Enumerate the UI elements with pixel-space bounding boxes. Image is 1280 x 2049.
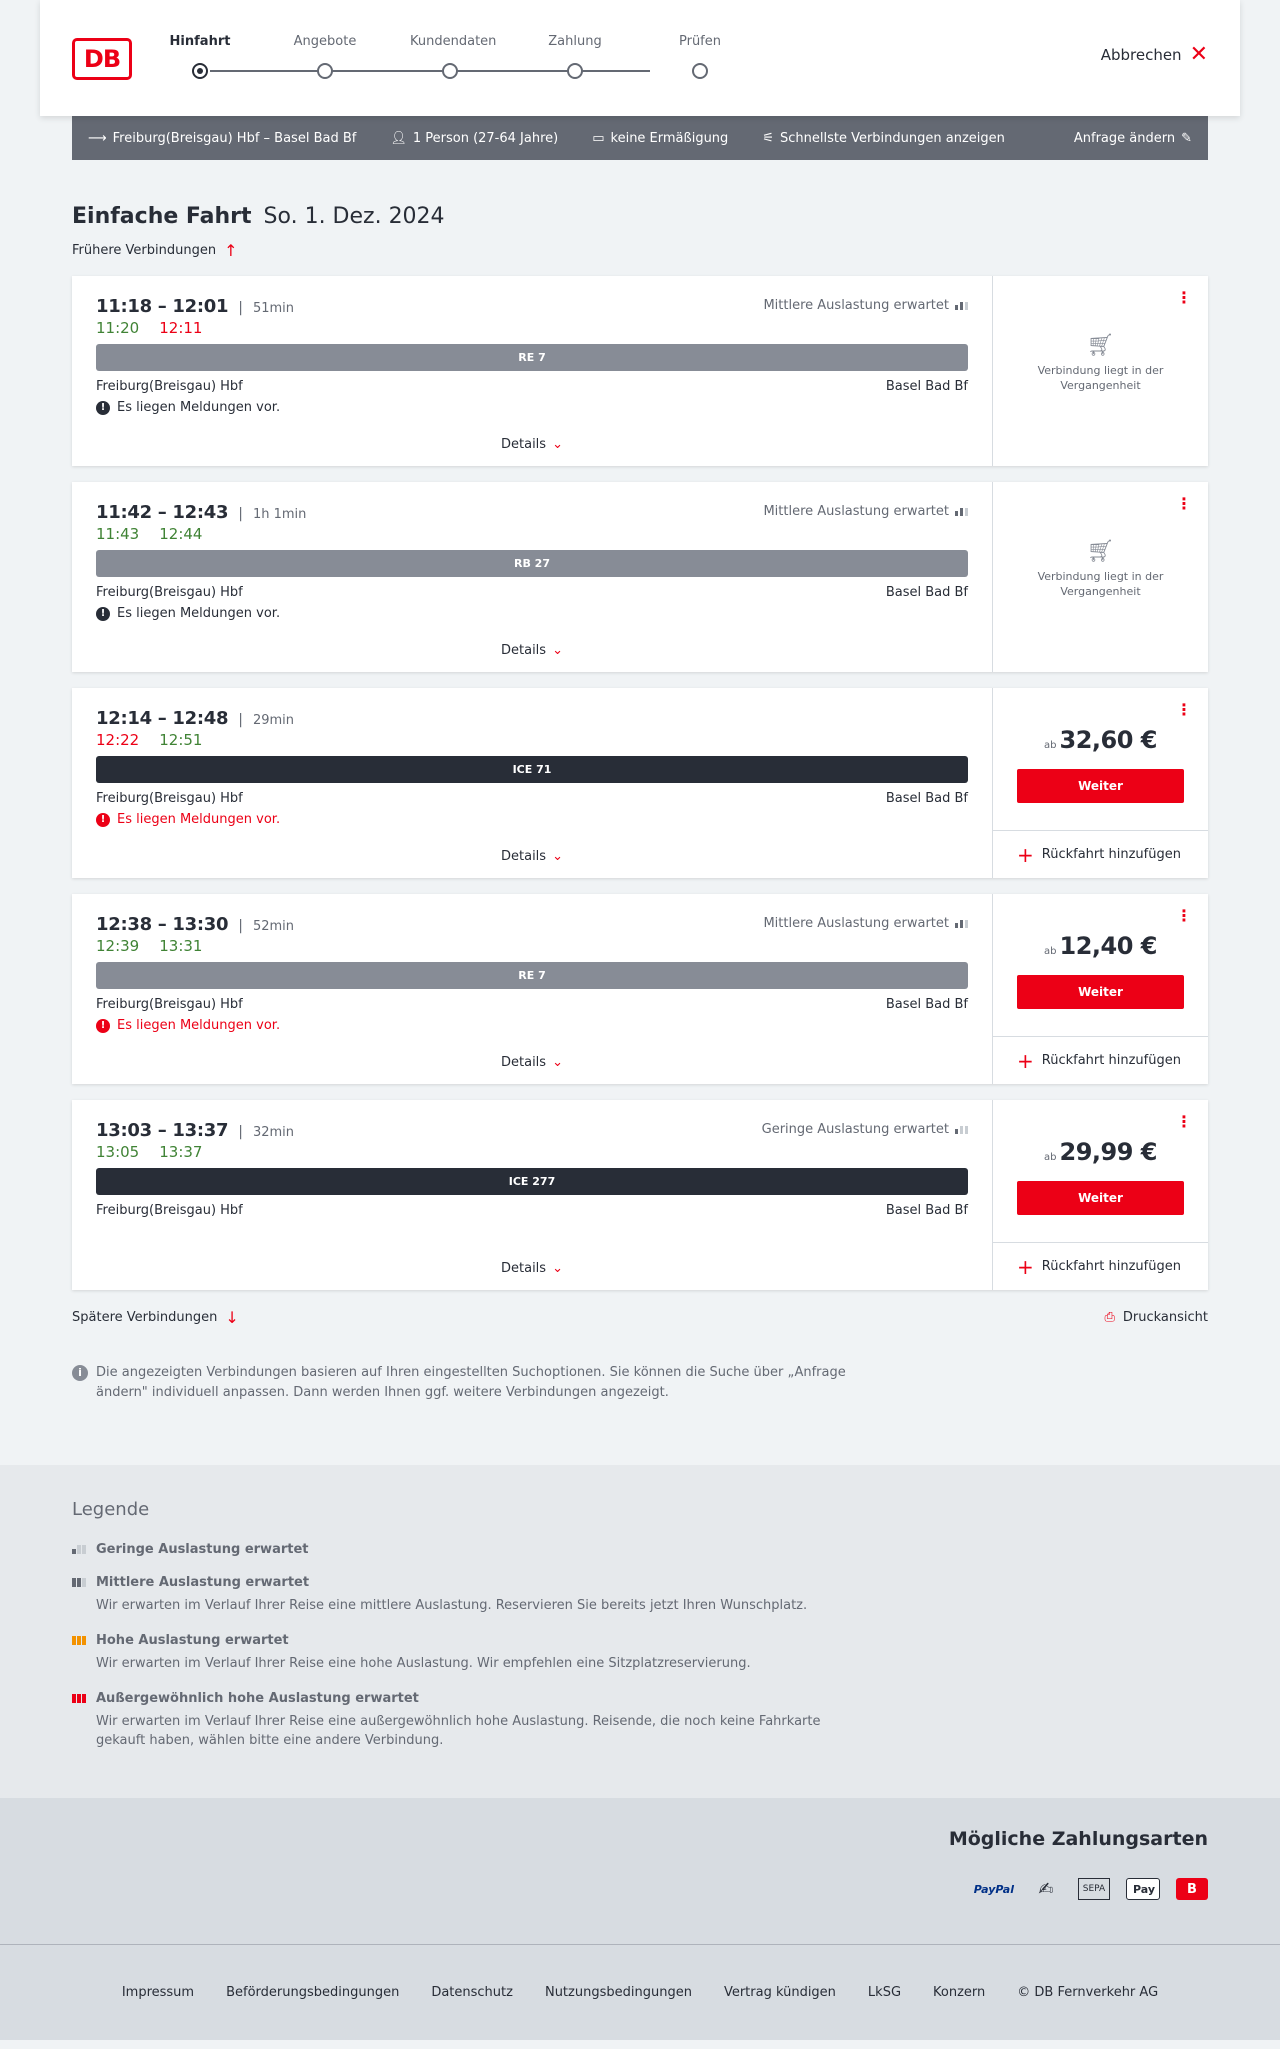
more-options-icon[interactable]: ⋮ — [1176, 1112, 1192, 1131]
warning-icon: ! — [96, 401, 110, 415]
past-connection-note — [993, 333, 1208, 393]
sliders-icon: ⚟ — [762, 130, 774, 146]
trip-duration: 52min — [252, 919, 295, 934]
train-bar[interactable]: RE 7 — [96, 962, 968, 989]
step-dot — [442, 63, 458, 79]
realtime-arrival: 12:51 — [159, 731, 203, 749]
details-label: Details — [501, 1055, 547, 1070]
add-return-trip-button[interactable] — [993, 1036, 1208, 1084]
step-label: Zahlung — [548, 34, 602, 49]
paypal-icon: PayPal — [973, 1882, 1014, 1896]
step-hinfahrt — [160, 34, 240, 79]
notice-text: Es liegen Meldungen vor. — [117, 812, 281, 827]
apple-pay-label: Pay — [1132, 1882, 1155, 1896]
legend-section — [0, 1465, 1280, 1798]
plus-icon: + — [1017, 842, 1034, 867]
load-icon — [955, 302, 968, 310]
offer-panel — [993, 1100, 1208, 1290]
stations-row — [96, 997, 968, 1012]
progress-stepper — [169, 34, 721, 84]
add-return-trip-button[interactable] — [993, 830, 1208, 878]
step-pruefen — [660, 34, 740, 79]
scheduled-times: 13:03 – 13:37 — [96, 1120, 229, 1141]
more-options-icon[interactable]: ⋮ — [1176, 700, 1192, 719]
stations-row — [96, 791, 968, 806]
return-label: Rückfahrt hinzufügen — [1041, 1053, 1181, 1068]
details-label: Details — [501, 643, 547, 658]
option-text: Schnellste Verbindungen anzeigen — [779, 130, 1005, 146]
earlier-label: Frühere Verbindungen — [72, 243, 217, 258]
price-prefix: ab — [1044, 740, 1057, 751]
price-display — [993, 932, 1208, 960]
connection-card — [72, 482, 1208, 672]
header — [40, 0, 1240, 116]
continue-button[interactable]: Weiter — [1017, 975, 1184, 1009]
scheduled-times: 12:38 – 13:30 — [96, 914, 229, 935]
train-bar[interactable]: RB 27 — [96, 550, 968, 577]
offer-panel — [993, 276, 1208, 466]
details-toggle[interactable] — [72, 643, 992, 658]
connection-card — [72, 1100, 1208, 1290]
search-summary-bar — [72, 116, 1208, 160]
arrow-right-icon: ⟶ — [88, 130, 107, 146]
legend-head: Außergewöhnlich hohe Auslastung erwartet — [96, 1691, 419, 1706]
return-label: Rückfahrt hinzufügen — [1041, 1259, 1181, 1274]
details-toggle[interactable] — [72, 1055, 992, 1070]
legend-desc: Wir erwarten im Verlauf Ihrer Reise eine hohe Auslastung. Wir empfehlen eine Sitzplatzreservierung. — [96, 1656, 751, 1671]
past-connection-note — [993, 539, 1208, 599]
list-footer — [72, 1308, 1208, 1327]
price-prefix: ab — [1044, 946, 1057, 957]
cart-unavailable-icon: 🛒︎ — [1086, 539, 1115, 564]
close-icon: ✕ — [1189, 42, 1208, 67]
load-indicator — [763, 298, 968, 313]
departure-station: Freiburg(Breisgau) Hbf — [96, 379, 243, 394]
more-options-icon[interactable]: ⋮ — [1176, 288, 1192, 307]
discount-summary[interactable] — [592, 131, 728, 146]
stations-row — [96, 585, 968, 600]
price-amount: 12,40 € — [1059, 932, 1157, 960]
realtime-departure: 12:22 — [96, 731, 140, 749]
plus-icon: + — [1017, 1254, 1034, 1279]
cancel-label: Abbrechen — [1100, 46, 1182, 64]
connection-details[interactable] — [72, 1100, 993, 1290]
separator: | — [238, 918, 243, 934]
realtime-row — [96, 937, 968, 955]
realtime-row — [96, 731, 968, 749]
load-icon — [955, 1126, 968, 1134]
trip-date: So. 1. Dez. 2024 — [263, 204, 445, 229]
trip-type: Einfache Fahrt — [72, 204, 252, 229]
stations-row — [96, 1203, 968, 1218]
details-toggle[interactable] — [72, 849, 992, 864]
plus-icon: + — [1017, 1048, 1034, 1073]
load-indicator — [763, 916, 968, 931]
realtime-row — [96, 319, 968, 337]
price-display — [993, 1138, 1208, 1166]
load-text: Geringe Auslastung erwartet — [761, 1122, 949, 1137]
footer — [0, 1944, 1280, 2040]
details-label: Details — [501, 1261, 547, 1276]
later-label: Spätere Verbindungen — [72, 1310, 218, 1325]
route-summary[interactable] — [88, 131, 356, 146]
connection-card — [72, 894, 1208, 1084]
footer-link-nutzungsbedingungen[interactable]: Nutzungsbedingungen — [544, 1985, 692, 2000]
change-label: Anfrage ändern — [1073, 130, 1176, 146]
persons-text: 1 Person (27-64 Jahre) — [412, 130, 559, 146]
person-icon: 👤︎ — [390, 130, 407, 146]
legend-title: Legende — [72, 1499, 150, 1520]
legend-head: Hohe Auslastung erwartet — [96, 1633, 289, 1648]
add-return-trip-button[interactable] — [993, 1242, 1208, 1290]
connection-card — [72, 276, 1208, 466]
notice-message — [96, 606, 968, 621]
arrival-station: Basel Bad Bf — [885, 379, 968, 394]
train-bar[interactable]: RE 7 — [96, 344, 968, 371]
option-summary[interactable] — [762, 131, 1005, 146]
footer-copyright[interactable]: © DB Fernverkehr AG — [1017, 1985, 1159, 2000]
print-view-link[interactable] — [1104, 1308, 1208, 1327]
step-label: Angebote — [293, 34, 357, 49]
payment-methods-section — [0, 1798, 1280, 1944]
realtime-arrival: 12:44 — [159, 525, 203, 543]
discount-text: keine Ermäßigung — [610, 130, 729, 146]
schedule-row — [96, 708, 968, 729]
sepa-icon: SEPA — [1078, 1878, 1110, 1900]
db-pay-icon: B — [1176, 1878, 1208, 1900]
page-title — [72, 204, 1208, 229]
details-label: Details — [501, 849, 547, 864]
notice-message — [96, 1018, 968, 1033]
trip-duration: 51min — [252, 301, 295, 316]
load-medium-icon — [72, 1578, 88, 1587]
connection-card — [72, 688, 1208, 878]
step-dot — [192, 63, 208, 79]
price-prefix: ab — [1044, 1152, 1057, 1163]
step-label: Prüfen — [678, 34, 721, 49]
warning-icon: ! — [96, 1019, 110, 1033]
step-kundendaten — [410, 34, 497, 79]
notice-text: Es liegen Meldungen vor. — [117, 400, 281, 415]
more-options-icon[interactable]: ⋮ — [1176, 494, 1192, 513]
payment-title: Mögliche Zahlungsarten — [948, 1828, 1208, 1850]
legend-item-very-high — [72, 1691, 1208, 1750]
offer-panel — [993, 482, 1208, 672]
legend-item-medium — [72, 1575, 1208, 1615]
offer-panel — [993, 688, 1208, 878]
change-request-button[interactable] — [1074, 131, 1192, 146]
pencil-icon: ✎ — [1181, 130, 1192, 146]
realtime-arrival: 13:31 — [159, 937, 203, 955]
realtime-departure: 12:39 — [96, 937, 140, 955]
departure-station: Freiburg(Breisgau) Hbf — [96, 585, 243, 600]
connection-details[interactable] — [72, 276, 993, 466]
continue-button[interactable]: Weiter — [1017, 769, 1184, 803]
price-display — [993, 726, 1208, 754]
footer-link-befoerderungsbedingungen[interactable]: Beförderungsbedingungen — [226, 1985, 400, 2000]
load-indicator — [762, 1122, 968, 1137]
load-icon — [955, 508, 968, 516]
departure-station: Freiburg(Breisgau) Hbf — [96, 791, 243, 806]
chevron-down-icon: ⌄ — [552, 437, 563, 452]
scheduled-times: 12:14 – 12:48 — [96, 708, 229, 729]
warning-icon: ! — [96, 607, 110, 621]
notice-text: Es liegen Meldungen vor. — [117, 606, 281, 621]
step-zahlung — [535, 34, 615, 79]
realtime-arrival: 13:37 — [159, 1143, 203, 1161]
separator: | — [238, 300, 243, 316]
arrival-station: Basel Bad Bf — [885, 997, 968, 1012]
price-amount: 29,99 € — [1059, 1138, 1157, 1166]
more-options-icon[interactable]: ⋮ — [1176, 906, 1192, 925]
realtime-departure: 11:20 — [96, 319, 140, 337]
load-text: Mittlere Auslastung erwartet — [763, 916, 949, 931]
card-icon: ▭ — [592, 130, 605, 146]
trip-duration: 1h 1min — [252, 507, 307, 522]
offer-panel — [993, 894, 1208, 1084]
return-label: Rückfahrt hinzufügen — [1041, 847, 1181, 862]
apple-pay-icon — [1126, 1878, 1160, 1900]
payment-icons — [974, 1878, 1208, 1900]
main-content — [72, 204, 1208, 1403]
step-dot — [692, 63, 708, 79]
arrow-down-icon: ↓ — [225, 1308, 239, 1327]
past-text: Verbindung liegt in der Vergangenheit — [1037, 364, 1164, 392]
separator: | — [238, 506, 243, 522]
load-text: Mittlere Auslastung erwartet — [763, 504, 949, 519]
load-indicator — [763, 504, 968, 519]
cancel-button[interactable] — [1100, 42, 1208, 67]
trip-duration: 32min — [252, 1125, 295, 1140]
step-label: Kundendaten — [410, 34, 497, 49]
realtime-arrival: 12:11 — [159, 319, 203, 337]
step-angebote — [285, 34, 365, 79]
db-logo[interactable]: DB — [72, 38, 132, 80]
trip-duration: 29min — [252, 713, 295, 728]
step-dot — [567, 63, 583, 79]
legend-head: Mittlere Auslastung erwartet — [96, 1575, 310, 1590]
load-icon — [955, 920, 968, 928]
realtime-row — [96, 525, 968, 543]
step-label: Hinfahrt — [169, 34, 231, 49]
warning-icon: ! — [96, 813, 110, 827]
persons-summary[interactable] — [390, 131, 558, 146]
separator: | — [238, 1124, 243, 1140]
connection-list — [72, 276, 1208, 1290]
scheduled-times: 11:18 – 12:01 — [96, 296, 229, 317]
notice-message — [96, 812, 968, 827]
arrow-up-icon: ↑ — [224, 241, 238, 260]
price-amount: 32,60 € — [1059, 726, 1157, 754]
chevron-down-icon: ⌄ — [552, 1261, 563, 1276]
footer-link-lksg[interactable]: LkSG — [867, 1985, 902, 2000]
direct-debit-signature-icon: ✍ — [1038, 1878, 1054, 1900]
legend-item-low — [72, 1542, 1208, 1557]
realtime-departure: 11:43 — [96, 525, 140, 543]
connection-details[interactable] — [72, 894, 993, 1084]
departure-station: Freiburg(Breisgau) Hbf — [96, 1203, 243, 1218]
route-text: Freiburg(Breisgau) Hbf – Basel Bad Bf — [112, 130, 357, 146]
separator: | — [238, 712, 243, 728]
notice-text: Es liegen Meldungen vor. — [117, 1018, 281, 1033]
earlier-connections-link[interactable] — [72, 241, 1208, 260]
legend-head: Geringe Auslastung erwartet — [96, 1542, 309, 1557]
legend-item-high — [72, 1633, 1208, 1673]
footer-link-vertrag-kuendigen[interactable]: Vertrag kündigen — [723, 1985, 836, 2000]
arrival-station: Basel Bad Bf — [885, 585, 968, 600]
chevron-down-icon: ⌄ — [552, 643, 563, 658]
chevron-down-icon: ⌄ — [552, 849, 563, 864]
stations-row — [96, 379, 968, 394]
continue-button[interactable]: Weiter — [1017, 1181, 1184, 1215]
details-toggle[interactable] — [72, 437, 992, 452]
arrival-station: Basel Bad Bf — [885, 791, 968, 806]
search-info-note — [72, 1363, 852, 1403]
legend-desc: Wir erwarten im Verlauf Ihrer Reise eine mittlere Auslastung. Reservieren Sie bereits jetzt Ihren Wunschplatz. — [96, 1598, 808, 1613]
printer-icon: ⎙ — [1104, 1310, 1115, 1325]
past-text: Verbindung liegt in der Vergangenheit — [1037, 570, 1164, 598]
footer-link-impressum[interactable]: Impressum — [121, 1985, 195, 2000]
train-bar[interactable]: ICE 277 — [96, 1168, 968, 1195]
details-toggle[interactable] — [72, 1261, 992, 1276]
realtime-row — [96, 1143, 968, 1161]
departure-station: Freiburg(Breisgau) Hbf — [96, 997, 243, 1012]
notice-message — [96, 400, 968, 415]
cart-unavailable-icon: 🛒︎ — [1086, 333, 1115, 358]
later-connections-link[interactable] — [72, 1308, 239, 1327]
realtime-departure: 13:05 — [96, 1143, 140, 1161]
scheduled-times: 11:42 – 12:43 — [96, 502, 229, 523]
load-high-icon — [72, 1636, 88, 1645]
load-text: Mittlere Auslastung erwartet — [763, 298, 949, 313]
info-icon: i — [72, 1365, 88, 1381]
arrival-station: Basel Bad Bf — [885, 1203, 968, 1218]
info-text: Die angezeigten Verbindungen basieren auf Ihren eingestellten Suchoptionen. Sie können die Suche über „Anfrage ändern" individuell anpassen. Dann werden Ihnen ggf. weitere Verbindungen angezeigt. — [96, 1365, 846, 1400]
chevron-down-icon: ⌄ — [552, 1055, 563, 1070]
print-label: Druckansicht — [1122, 1310, 1208, 1325]
footer-link-datenschutz[interactable]: Datenschutz — [431, 1985, 513, 2000]
load-very-high-icon — [72, 1694, 88, 1703]
footer-link-konzern[interactable]: Konzern — [933, 1985, 986, 2000]
legend-desc: Wir erwarten im Verlauf Ihrer Reise eine außergewöhnlich hohe Auslastung. Reisende, die noch keine Fahrkarte gekauft haben, wählen bitte eine andere Verbindung. — [96, 1714, 821, 1748]
step-dot — [317, 63, 333, 79]
details-label: Details — [501, 437, 547, 452]
connection-details[interactable] — [72, 688, 993, 878]
connection-details[interactable] — [72, 482, 993, 672]
load-low-icon — [72, 1545, 88, 1554]
train-bar[interactable]: ICE 71 — [96, 756, 968, 783]
